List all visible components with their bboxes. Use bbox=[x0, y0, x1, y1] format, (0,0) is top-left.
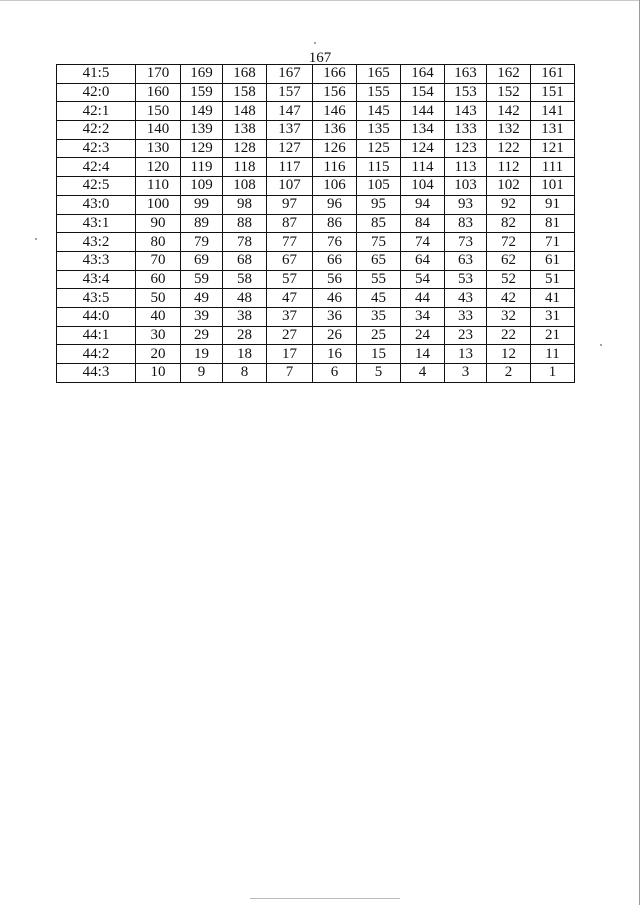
table-cell: 15 bbox=[357, 345, 401, 364]
table-row bbox=[57, 364, 575, 383]
table-cell: 127 bbox=[267, 139, 313, 158]
table-cell: 19 bbox=[181, 345, 223, 364]
table-cell: 28 bbox=[223, 326, 267, 345]
row-label-cell: 43:2 bbox=[57, 233, 136, 252]
table-cell: 88 bbox=[223, 214, 267, 233]
table-cell: 51 bbox=[531, 270, 575, 289]
table-cell: 70 bbox=[136, 251, 181, 270]
table-cell: 94 bbox=[401, 195, 445, 214]
table-cell: 25 bbox=[357, 326, 401, 345]
page-edge-top bbox=[0, 0, 640, 1]
table-cell: 129 bbox=[181, 139, 223, 158]
table-cell: 141 bbox=[531, 102, 575, 121]
table-cell: 65 bbox=[357, 251, 401, 270]
row-label-cell: 44:3 bbox=[57, 364, 136, 383]
table-row bbox=[57, 83, 575, 102]
table-cell: 60 bbox=[136, 270, 181, 289]
table-cell: 84 bbox=[401, 214, 445, 233]
table-cell: 157 bbox=[267, 83, 313, 102]
table-cell: 112 bbox=[487, 158, 531, 177]
table-cell: 66 bbox=[313, 251, 357, 270]
table-cell: 12 bbox=[487, 345, 531, 364]
table-cell: 76 bbox=[313, 233, 357, 252]
table-cell: 27 bbox=[267, 326, 313, 345]
table-cell: 154 bbox=[401, 83, 445, 102]
row-label-cell: 42:2 bbox=[57, 121, 136, 140]
table-cell: 22 bbox=[487, 326, 531, 345]
table-cell: 30 bbox=[136, 326, 181, 345]
row-label-cell: 42:4 bbox=[57, 158, 136, 177]
table-cell: 62 bbox=[487, 251, 531, 270]
table-cell: 23 bbox=[445, 326, 487, 345]
table-cell: 151 bbox=[531, 83, 575, 102]
table-cell: 34 bbox=[401, 307, 445, 326]
table-cell: 156 bbox=[313, 83, 357, 102]
table-cell: 1 bbox=[531, 364, 575, 383]
scan-speck bbox=[600, 344, 602, 346]
table-cell: 26 bbox=[313, 326, 357, 345]
table-cell: 106 bbox=[313, 177, 357, 196]
table-cell: 42 bbox=[487, 289, 531, 308]
table-cell: 78 bbox=[223, 233, 267, 252]
table-cell: 57 bbox=[267, 270, 313, 289]
table-cell: 100 bbox=[136, 195, 181, 214]
table-cell: 95 bbox=[357, 195, 401, 214]
table-cell: 53 bbox=[445, 270, 487, 289]
table-row bbox=[57, 345, 575, 364]
table-cell: 139 bbox=[181, 121, 223, 140]
table-cell: 153 bbox=[445, 83, 487, 102]
table-cell: 61 bbox=[531, 251, 575, 270]
row-label-cell: 43:3 bbox=[57, 251, 136, 270]
row-label-cell: 44:1 bbox=[57, 326, 136, 345]
row-label-cell: 42:3 bbox=[57, 139, 136, 158]
table-cell: 29 bbox=[181, 326, 223, 345]
table-row bbox=[57, 158, 575, 177]
table-cell: 166 bbox=[313, 65, 357, 84]
table-cell: 10 bbox=[136, 364, 181, 383]
table-cell: 32 bbox=[487, 307, 531, 326]
row-label-cell: 43:5 bbox=[57, 289, 136, 308]
table-cell: 90 bbox=[136, 214, 181, 233]
table-cell: 4 bbox=[401, 364, 445, 383]
table-cell: 93 bbox=[445, 195, 487, 214]
table-cell: 86 bbox=[313, 214, 357, 233]
table-cell: 82 bbox=[487, 214, 531, 233]
table-cell: 163 bbox=[445, 65, 487, 84]
table-cell: 49 bbox=[181, 289, 223, 308]
table-cell: 115 bbox=[357, 158, 401, 177]
table-cell: 87 bbox=[267, 214, 313, 233]
table-cell: 99 bbox=[181, 195, 223, 214]
scan-edge-bottom bbox=[250, 898, 400, 899]
table-cell: 44 bbox=[401, 289, 445, 308]
table-row bbox=[57, 289, 575, 308]
table-cell: 71 bbox=[531, 233, 575, 252]
row-label-cell: 43:1 bbox=[57, 214, 136, 233]
table-cell: 41 bbox=[531, 289, 575, 308]
table-cell: 148 bbox=[223, 102, 267, 121]
table-cell: 11 bbox=[531, 345, 575, 364]
table-cell: 6 bbox=[313, 364, 357, 383]
table-cell: 56 bbox=[313, 270, 357, 289]
row-label-cell: 43:4 bbox=[57, 270, 136, 289]
table-cell: 77 bbox=[267, 233, 313, 252]
table-cell: 24 bbox=[401, 326, 445, 345]
table-cell: 96 bbox=[313, 195, 357, 214]
table-cell: 126 bbox=[313, 139, 357, 158]
table-cell: 145 bbox=[357, 102, 401, 121]
table-cell: 149 bbox=[181, 102, 223, 121]
table-cell: 47 bbox=[267, 289, 313, 308]
table-cell: 132 bbox=[487, 121, 531, 140]
table-cell: 5 bbox=[357, 364, 401, 383]
table-cell: 97 bbox=[267, 195, 313, 214]
table-cell: 7 bbox=[267, 364, 313, 383]
table-cell: 45 bbox=[357, 289, 401, 308]
table-cell: 105 bbox=[357, 177, 401, 196]
table-cell: 101 bbox=[531, 177, 575, 196]
table-cell: 31 bbox=[531, 307, 575, 326]
table-cell: 142 bbox=[487, 102, 531, 121]
table-row bbox=[57, 214, 575, 233]
table-row bbox=[57, 251, 575, 270]
table-cell: 162 bbox=[487, 65, 531, 84]
table-row bbox=[57, 139, 575, 158]
table-cell: 73 bbox=[445, 233, 487, 252]
table-cell: 48 bbox=[223, 289, 267, 308]
table-row bbox=[57, 195, 575, 214]
table-cell: 89 bbox=[181, 214, 223, 233]
table-cell: 35 bbox=[357, 307, 401, 326]
table-row bbox=[57, 270, 575, 289]
table-cell: 116 bbox=[313, 158, 357, 177]
table-cell: 133 bbox=[445, 121, 487, 140]
table-cell: 113 bbox=[445, 158, 487, 177]
table-cell: 9 bbox=[181, 364, 223, 383]
table-cell: 169 bbox=[181, 65, 223, 84]
table-cell: 109 bbox=[181, 177, 223, 196]
table-cell: 128 bbox=[223, 139, 267, 158]
table-cell: 3 bbox=[445, 364, 487, 383]
table-cell: 43 bbox=[445, 289, 487, 308]
table-cell: 75 bbox=[357, 233, 401, 252]
table-cell: 140 bbox=[136, 121, 181, 140]
table-cell: 14 bbox=[401, 345, 445, 364]
table-row bbox=[57, 326, 575, 345]
table-cell: 72 bbox=[487, 233, 531, 252]
table-cell: 39 bbox=[181, 307, 223, 326]
table-cell: 117 bbox=[267, 158, 313, 177]
table-cell: 147 bbox=[267, 102, 313, 121]
table-cell: 81 bbox=[531, 214, 575, 233]
table-cell: 119 bbox=[181, 158, 223, 177]
table-cell: 123 bbox=[445, 139, 487, 158]
table-cell: 58 bbox=[223, 270, 267, 289]
table-cell: 131 bbox=[531, 121, 575, 140]
table-cell: 134 bbox=[401, 121, 445, 140]
table-cell: 170 bbox=[136, 65, 181, 84]
table-cell: 74 bbox=[401, 233, 445, 252]
table-row bbox=[57, 102, 575, 121]
row-label-cell: 42:0 bbox=[57, 83, 136, 102]
table-cell: 83 bbox=[445, 214, 487, 233]
table-cell: 33 bbox=[445, 307, 487, 326]
table-cell: 2 bbox=[487, 364, 531, 383]
table-cell: 160 bbox=[136, 83, 181, 102]
table-cell: 146 bbox=[313, 102, 357, 121]
table-cell: 46 bbox=[313, 289, 357, 308]
table-row bbox=[57, 233, 575, 252]
table-cell: 69 bbox=[181, 251, 223, 270]
table-cell: 8 bbox=[223, 364, 267, 383]
table-cell: 167 bbox=[267, 65, 313, 84]
row-label-cell: 43:0 bbox=[57, 195, 136, 214]
table-cell: 21 bbox=[531, 326, 575, 345]
table-cell: 64 bbox=[401, 251, 445, 270]
table-cell: 161 bbox=[531, 65, 575, 84]
table-cell: 138 bbox=[223, 121, 267, 140]
table-cell: 55 bbox=[357, 270, 401, 289]
table-cell: 108 bbox=[223, 177, 267, 196]
table-cell: 102 bbox=[487, 177, 531, 196]
row-label-cell: 44:0 bbox=[57, 307, 136, 326]
table-cell: 54 bbox=[401, 270, 445, 289]
table-cell: 155 bbox=[357, 83, 401, 102]
table-cell: 36 bbox=[313, 307, 357, 326]
table-cell: 158 bbox=[223, 83, 267, 102]
table-cell: 52 bbox=[487, 270, 531, 289]
table-cell: 168 bbox=[223, 65, 267, 84]
table-cell: 40 bbox=[136, 307, 181, 326]
table-cell: 124 bbox=[401, 139, 445, 158]
table-cell: 13 bbox=[445, 345, 487, 364]
table-cell: 118 bbox=[223, 158, 267, 177]
table-cell: 20 bbox=[136, 345, 181, 364]
row-label-cell: 42:1 bbox=[57, 102, 136, 121]
table-cell: 111 bbox=[531, 158, 575, 177]
scan-speck bbox=[314, 42, 316, 44]
row-label-cell: 42:5 bbox=[57, 177, 136, 196]
data-table bbox=[56, 64, 575, 383]
table-cell: 165 bbox=[357, 65, 401, 84]
table-cell: 16 bbox=[313, 345, 357, 364]
table-cell: 130 bbox=[136, 139, 181, 158]
table-cell: 92 bbox=[487, 195, 531, 214]
table-cell: 135 bbox=[357, 121, 401, 140]
table-body bbox=[57, 65, 575, 383]
table-cell: 152 bbox=[487, 83, 531, 102]
table-cell: 104 bbox=[401, 177, 445, 196]
table-cell: 37 bbox=[267, 307, 313, 326]
table-cell: 67 bbox=[267, 251, 313, 270]
table-cell: 121 bbox=[531, 139, 575, 158]
table-row bbox=[57, 121, 575, 140]
table-cell: 125 bbox=[357, 139, 401, 158]
table-cell: 85 bbox=[357, 214, 401, 233]
table-row bbox=[57, 65, 575, 84]
page-number: 167 bbox=[308, 50, 332, 66]
row-label-cell: 41:5 bbox=[57, 65, 136, 84]
table-cell: 38 bbox=[223, 307, 267, 326]
table-cell: 164 bbox=[401, 65, 445, 84]
table-cell: 110 bbox=[136, 177, 181, 196]
table-cell: 143 bbox=[445, 102, 487, 121]
table-cell: 91 bbox=[531, 195, 575, 214]
table-row bbox=[57, 177, 575, 196]
table-cell: 159 bbox=[181, 83, 223, 102]
table-cell: 63 bbox=[445, 251, 487, 270]
table-cell: 18 bbox=[223, 345, 267, 364]
table-cell: 98 bbox=[223, 195, 267, 214]
table-cell: 136 bbox=[313, 121, 357, 140]
table-cell: 120 bbox=[136, 158, 181, 177]
table-cell: 17 bbox=[267, 345, 313, 364]
table-cell: 114 bbox=[401, 158, 445, 177]
table-cell: 79 bbox=[181, 233, 223, 252]
table-cell: 50 bbox=[136, 289, 181, 308]
table-cell: 103 bbox=[445, 177, 487, 196]
table-cell: 144 bbox=[401, 102, 445, 121]
table-cell: 80 bbox=[136, 233, 181, 252]
table-cell: 68 bbox=[223, 251, 267, 270]
table-cell: 150 bbox=[136, 102, 181, 121]
table-cell: 137 bbox=[267, 121, 313, 140]
scan-speck bbox=[35, 238, 37, 240]
table-row bbox=[57, 307, 575, 326]
row-label-cell: 44:2 bbox=[57, 345, 136, 364]
table-cell: 59 bbox=[181, 270, 223, 289]
table-cell: 107 bbox=[267, 177, 313, 196]
table-cell: 122 bbox=[487, 139, 531, 158]
